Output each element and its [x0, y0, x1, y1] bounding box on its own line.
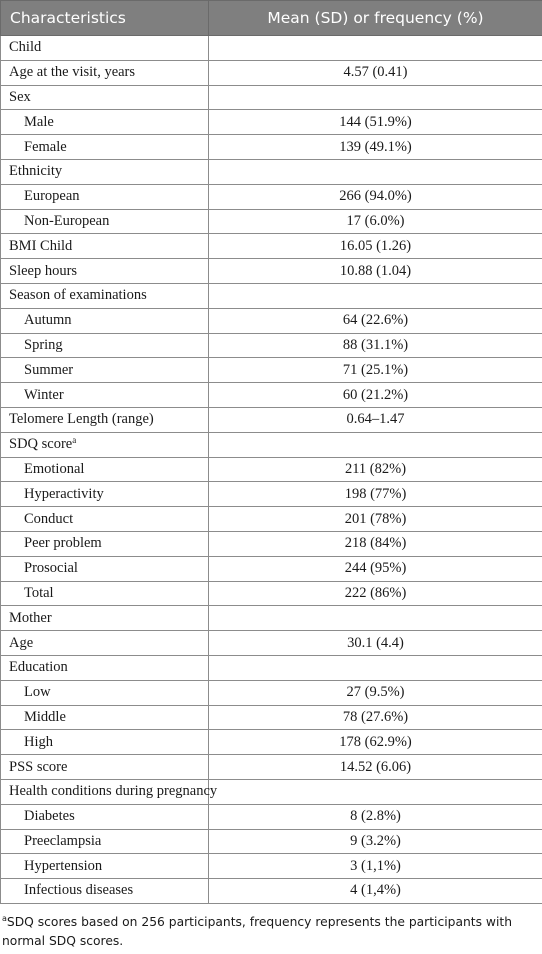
row-label: Sex — [9, 88, 31, 105]
row-label: Sleep hours — [9, 262, 78, 279]
row-label-cell — [1, 184, 209, 209]
row-value: 9 (3.2%) — [209, 829, 542, 854]
table-body — [1, 36, 542, 904]
row-value — [209, 36, 542, 61]
table-row — [1, 184, 542, 209]
row-label-cell — [1, 680, 209, 705]
row-label-cell — [1, 308, 209, 333]
section-row — [1, 655, 542, 680]
section-row — [1, 36, 542, 61]
row-value: 64 (22.6%) — [209, 308, 542, 333]
row-value — [209, 432, 542, 457]
section-row — [1, 159, 542, 184]
footnote-marker: a — [2, 914, 7, 923]
row-label: Mother — [9, 609, 52, 626]
footnote-text: SDQ scores based on 256 participants, frequency represents the participants with normal SDQ scores. — [2, 915, 513, 948]
row-label: Age at the visit, years — [9, 64, 136, 81]
table-row — [1, 854, 542, 879]
table-row — [1, 110, 542, 135]
row-label: PSS score — [9, 758, 68, 775]
row-label: Season of examinations — [9, 287, 147, 304]
row-value — [209, 655, 542, 680]
row-label-cell — [1, 730, 209, 755]
row-label: Summer — [24, 361, 74, 378]
section-label-cell — [1, 159, 209, 184]
table-row — [1, 259, 542, 284]
section-label-cell — [1, 85, 209, 110]
row-label: Age — [9, 634, 34, 651]
row-label-cell — [1, 407, 209, 432]
table-row — [1, 209, 542, 234]
row-label-cell — [1, 829, 209, 854]
row-label-cell — [1, 556, 209, 581]
table-footnote — [2, 913, 538, 951]
table-row — [1, 407, 542, 432]
row-value: 71 (25.1%) — [209, 358, 542, 383]
row-label: Spring — [24, 336, 63, 353]
row-label: Middle — [24, 708, 66, 725]
table-row — [1, 457, 542, 482]
section-row — [1, 283, 542, 308]
row-label: Telomere Length (range) — [9, 411, 154, 428]
table-row — [1, 135, 542, 160]
row-label-cell — [1, 135, 209, 160]
row-value: 211 (82%) — [209, 457, 542, 482]
row-value — [209, 283, 542, 308]
row-label: Hypertension — [24, 857, 103, 874]
row-value: 201 (78%) — [209, 507, 542, 532]
row-label-cell — [1, 482, 209, 507]
row-label: Ethnicity — [9, 163, 63, 180]
row-label: Low — [24, 684, 51, 701]
row-label-cell — [1, 383, 209, 408]
footnote-marker: a — [72, 435, 77, 446]
table-row — [1, 581, 542, 606]
row-value: 144 (51.9%) — [209, 110, 542, 135]
row-value: 78 (27.6%) — [209, 705, 542, 730]
row-label: Prosocial — [24, 560, 78, 577]
table-row — [1, 556, 542, 581]
section-label-cell — [1, 36, 209, 61]
row-label: Emotional — [24, 460, 85, 477]
row-label-cell — [1, 457, 209, 482]
row-value: 266 (94.0%) — [209, 184, 542, 209]
header-characteristics: Characteristics — [1, 1, 209, 36]
section-row — [1, 779, 542, 804]
row-value: 178 (62.9%) — [209, 730, 542, 755]
row-label-cell — [1, 854, 209, 879]
row-label-cell — [1, 333, 209, 358]
row-value — [209, 606, 542, 631]
table-header-row — [1, 1, 542, 36]
row-label: Winter — [24, 386, 64, 403]
row-label-cell — [1, 358, 209, 383]
table-row — [1, 730, 542, 755]
row-label: Total — [24, 584, 54, 601]
row-value: 218 (84%) — [209, 531, 542, 556]
section-label-cell — [1, 283, 209, 308]
row-label-cell — [1, 705, 209, 730]
table-row — [1, 705, 542, 730]
row-value: 4.57 (0.41) — [209, 60, 542, 85]
row-label: Health conditions during pregnancy — [9, 783, 218, 800]
row-label-cell — [1, 209, 209, 234]
row-label-cell — [1, 234, 209, 259]
row-value: 244 (95%) — [209, 556, 542, 581]
table-row — [1, 383, 542, 408]
row-value: 10.88 (1.04) — [209, 259, 542, 284]
table-row — [1, 879, 542, 904]
row-value: 3 (1,1%) — [209, 854, 542, 879]
row-label-cell — [1, 581, 209, 606]
row-label-cell — [1, 60, 209, 85]
row-label: Infectious diseases — [24, 882, 134, 899]
row-value: 4 (1,4%) — [209, 879, 542, 904]
table-row — [1, 60, 542, 85]
table-row — [1, 333, 542, 358]
row-label: BMI Child — [9, 237, 73, 254]
section-label-cell — [1, 606, 209, 631]
row-label: Education — [9, 659, 68, 676]
row-label: Peer problem — [24, 535, 102, 552]
row-value — [209, 159, 542, 184]
table-row — [1, 680, 542, 705]
table-row — [1, 507, 542, 532]
row-value: 14.52 (6.06) — [209, 755, 542, 780]
row-label: Female — [24, 138, 67, 155]
row-label: Preeclampsia — [24, 832, 102, 849]
table-row — [1, 308, 542, 333]
row-value: 198 (77%) — [209, 482, 542, 507]
row-label: Hyperactivity — [24, 485, 104, 502]
row-label-cell — [1, 631, 209, 656]
row-value: 8 (2.8%) — [209, 804, 542, 829]
row-label: Male — [24, 113, 54, 130]
row-label-cell — [1, 531, 209, 556]
row-value — [209, 85, 542, 110]
section-label-cell — [1, 779, 218, 804]
table-row — [1, 531, 542, 556]
row-label: Conduct — [24, 510, 74, 527]
table-row — [1, 358, 542, 383]
row-label-cell — [1, 804, 209, 829]
row-value: 30.1 (4.4) — [209, 631, 542, 656]
row-value: 16.05 (1.26) — [209, 234, 542, 259]
row-value — [209, 779, 542, 804]
row-value: 60 (21.2%) — [209, 383, 542, 408]
table-row — [1, 755, 542, 780]
section-row — [1, 85, 542, 110]
section-row — [1, 432, 542, 457]
row-value: 27 (9.5%) — [209, 680, 542, 705]
table-row — [1, 482, 542, 507]
row-label: Autumn — [24, 312, 72, 329]
table-row — [1, 631, 542, 656]
row-label: European — [24, 188, 80, 205]
row-label: Child — [9, 39, 42, 56]
header-mean-frequency: Mean (SD) or frequency (%) — [209, 1, 542, 36]
row-label: Diabetes — [24, 808, 75, 825]
section-row — [1, 606, 542, 631]
row-value: 0.64–1.47 — [209, 407, 542, 432]
row-label-cell — [1, 259, 209, 284]
row-label-cell — [1, 879, 209, 904]
row-label-cell — [1, 755, 209, 780]
row-label: SDQ score — [9, 436, 73, 453]
row-value: 17 (6.0%) — [209, 209, 542, 234]
row-label-cell — [1, 110, 209, 135]
section-label-cell — [1, 432, 209, 457]
table-row — [1, 804, 542, 829]
section-label-cell — [1, 655, 209, 680]
row-value: 222 (86%) — [209, 581, 542, 606]
row-value: 139 (49.1%) — [209, 135, 542, 160]
table-row — [1, 829, 542, 854]
row-label: Non-European — [24, 212, 110, 229]
row-value: 88 (31.1%) — [209, 333, 542, 358]
row-label: High — [24, 733, 53, 750]
row-label-cell — [1, 507, 209, 532]
table-row — [1, 234, 542, 259]
